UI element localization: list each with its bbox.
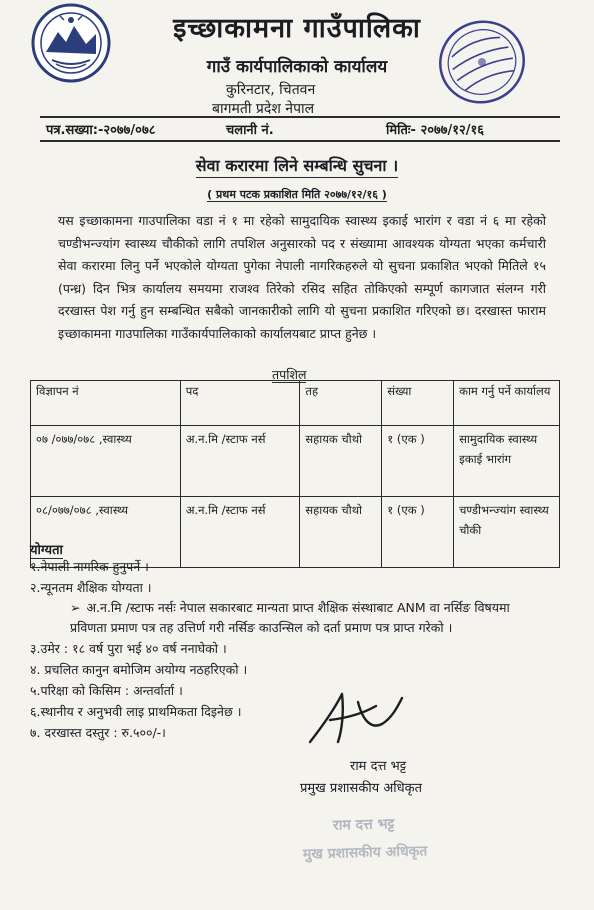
dispatch-number: चलानी नं. [226, 123, 274, 138]
table-cell: ०८/०७७/०७८ ,स्वास्थ्य [31, 497, 181, 568]
column-header: काम गर्नु पर्ने कार्यालय [454, 381, 560, 426]
table-cell: १ (एक ) [382, 497, 454, 568]
column-header: तह [300, 381, 382, 426]
table-cell: अ.न.मि /स्टाफ नर्स [180, 497, 300, 568]
list-item: ६.स्थानीय र अनुभवी लाइ प्राथमिकता दिइनेछ । [30, 704, 242, 719]
table-cell: चण्डीभन्ज्यांग स्वास्थ्य चौकी [454, 497, 560, 568]
table-caption-text: तपशिल [272, 367, 307, 382]
office-name: इच्छाकामना गाउँपालिका [173, 13, 421, 44]
letter-number: पत्र.सख्या:-२०७७/०७८ [46, 123, 156, 138]
signer-name: राम दत्त भट्ट [350, 759, 407, 774]
published-date-note [0, 187, 594, 202]
handwritten-signature [302, 684, 410, 754]
table-header-row [31, 381, 560, 426]
title-stamp: मुख प्रशासकीय अधिकृत [302, 843, 428, 863]
list-item: ३.उमेर : १८ वर्ष पुरा भई ४० वर्ष ननाघेको । [30, 641, 227, 656]
notice-body: यस इच्छाकामना गाउपालिका वडा नं १ मा रहेको सामुदायिक स्वास्थ्य इकाई भारांग र वडा नं ६ मा रहेको चण्डीभन्ज्यांग स्वास्थ्य चौकीको लागि तपशिल अनुसारको पद र संख्यामा आवश्यक योग्यता भएका कर्मचारी सेवा करारमा लिनु पर्ने भएकोले योग्यता पुगेका नेपाली नागरिकहरुले यो सुचना प्रकाशित भएको मितिले १५ (पन्ध्र) दिन भित्र कार्यालय समयमा राजश्व तिरेको रसिद सहित तोकिएको सम्पूर्ण कागजात संलग्न गरी दरखास्त पेश गर्नु हुन सम्बन्धित सबैको जानकारीको लागि यो सुचना प्रकाशित गरिएको छ। दरखास्त फाराम इच्छाकामना गाउपालिका गाउँकार्यपालिकाको कार्यालयबाट प्राप्त हुनेछ । [58, 213, 546, 341]
column-header: संख्या [382, 381, 454, 426]
list-item: १.नेपाली नागरिक हुनुपर्ने । [30, 559, 149, 574]
sub-item-text: अ.न.मि /स्टाफ नर्सः नेपाल सकारबाट मान्यता प्राप्त शैक्षिक संस्थाबाट ANM वा नर्सिङ विषयमा प्रविणता प्रमाण पत्र तह उत्तिर्ण गरी नर्सिङ काउन्सिल को दर्ता प्रमाण पत्र प्राप्त गरेको । [70, 600, 510, 635]
qualifications-list [30, 556, 550, 743]
table-row [31, 426, 560, 497]
column-header: पद [180, 381, 300, 426]
list-item: ४. प्रचलित कानुन बमोजिम अयोग्य नठहरिएको । [30, 662, 248, 677]
table-cell: १ (एक ) [382, 426, 454, 497]
table-cell: ०७ /०७७/०७८ ,स्वास्थ्य [31, 426, 181, 497]
notice-title [0, 154, 594, 176]
list-item-sub [30, 598, 550, 638]
column-header: विज्ञापन नं [31, 381, 181, 426]
list-item: ५.परिक्षा को किसिम : अन्तर्वार्ता । [30, 683, 183, 698]
issue-date: मितिः- २०७७/१२/१६ [386, 123, 485, 138]
office-address-line2: बागमती प्रदेश नेपाल [212, 101, 315, 117]
table-cell: सामुदायिक स्वास्थ्य इकाई भारांग [454, 426, 560, 497]
office-address-line1: कुरिनटार, चितवन [226, 82, 316, 98]
notice-title-text: सेवा करारमा लिने सम्बन्धि सुचना । [196, 156, 398, 178]
list-item: २.न्यूनतम शैक्षिक योग्यता । [30, 580, 152, 595]
office-subtitle: गाउँ कार्यपालिकाको कार्यालय [206, 57, 388, 77]
vacancy-table [30, 380, 560, 568]
published-note-text: ( प्रथम पटक प्रकाशित मिति २०७७/१२/१६ ) [207, 188, 387, 201]
list-item: ७. दरखास्त दस्तुर : रु.५००/-। [30, 725, 166, 740]
table-cell: सहायक चौथो [300, 426, 382, 497]
reference-bar [40, 116, 560, 142]
table-cell: अ.न.मि /स्टाफ नर्स [180, 426, 300, 497]
name-stamp: राम दत्त भट्ट [332, 816, 395, 834]
table-cell: सहायक चौथो [300, 497, 382, 568]
arrow-bullet-icon: ➢ [70, 600, 81, 615]
signer-title: प्रमुख प्रशासकीय अधिकृत [300, 781, 423, 796]
qualifications-title-text: योग्यता [30, 543, 63, 558]
